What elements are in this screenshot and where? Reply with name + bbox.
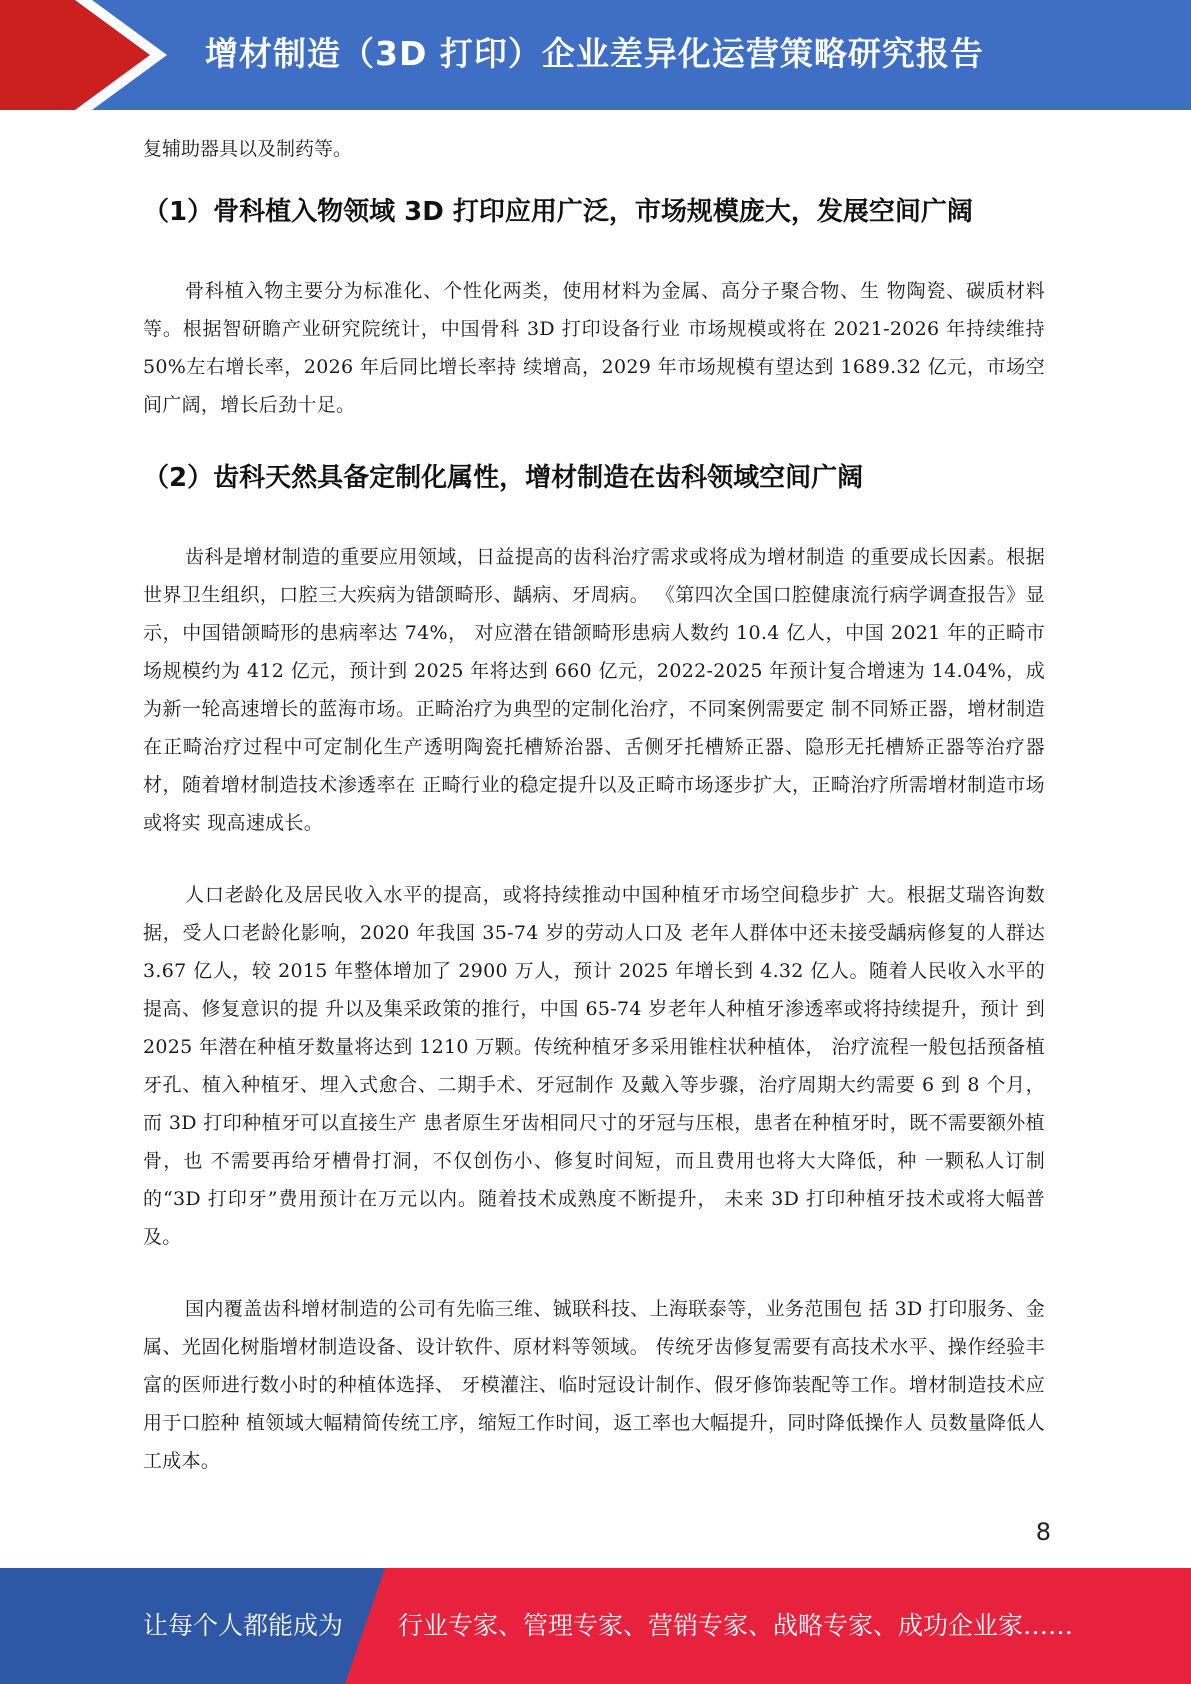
paragraph-dental-implants: 人口老龄化及居民收入水平的提高，或将持续推动中国种植牙市场空间稳步扩 大。根据艾瑞咨询数据，受人口老龄化影响，2020 年我国 35-74 岁的劳动人口及 老年人群体中还未接受龋病修复的人群达 3.67 亿人，较 2015 年整体增加了 2900 万人，预计 2025 年增长到 4.32 亿人。随着人民收入水平的提高、修复意识的提 升以及集采政策的推行，中国 65-74 岁老年人种植牙渗透率或将持续提升，预计 到 2025 年潜在种植牙数量将达到 1210 万颗。传统种植牙多采用锥柱状种植体， 治疗流程一般包括预备植牙孔、植入种植牙、埋入式愈合、二期手术、牙冠制作 及戴入等步骤，治疗周期大约需要 6 到 8 个月，而 3D 打印种植牙可以直接生产 患者原生牙齿相同尺寸的牙冠与压根，患者在种植牙时，既不需要额外植骨，也 不需要再给牙槽骨打洞，不仅创伤小、修复时间短，而且费用也将大大降低，种 一颗私人订制的“3D 打印牙”费用预计在万元以内。随着技术成熟度不断提升， 未来 3D 打印种植牙技术或将大幅普及。 [143, 884, 1045, 1248]
footer-slogan-left: 让每个人都能成为 [143, 1611, 344, 1640]
page-footer [0, 1568, 1191, 1684]
main-content [143, 130, 1045, 1514]
section-heading-dental: （2）齿科天然具备定制化属性，增材制造在齿科领域空间广阔 [143, 463, 864, 493]
paragraph-orthopedics: 骨科植入物主要分为标准化、个性化两类，使用材料为金属、高分子聚合物、生 物陶瓷、碳质材料等。根据智研瞻产业研究院统计，中国骨科 3D 打印设备行业 市场规模或将在 2021-2026 年持续维持 50%左右增长率，2026 年后同比增长率持 续增高，2029 年市场规模有望达到 1689.32 亿元，市场空间广阔，增长后劲十足。 [143, 280, 1045, 416]
page-number: 8 [1035, 1518, 1051, 1546]
paragraph-dental-orthodontics: 齿科是增材制造的重要应用领域，日益提高的齿科治疗需求或将成为增材制造 的重要成长因素。根据世界卫生组织，口腔三大疾病为错颌畸形、龋病、牙周病。 《第四次全国口腔健康流行病学调查报告》显示，中国错颌畸形的患病率达 74%， 对应潜在错颌畸形患病人数约 10.4 亿人，中国 2021 年的正畸市场规模约为 412 亿元，预计到 2025 年将达到 660 亿元，2022-2025 年预计复合增速为 14.04%，成 为新一轮高速增长的蓝海市场。正畸治疗为典型的定制化治疗，不同案例需要定 制不同矫正器，增材制造在正畸治疗过程中可定制化生产透明陶瓷托槽矫治器、舌侧牙托槽矫正器、隐形无托槽矫正器等治疗器材，随着增材制造技术渗透率在 正畸行业的稳定提升以及正畸市场逐步扩大，正畸治疗所需增材制造市场或将实 现高速成长。 [143, 546, 1045, 834]
section-heading-orthopedics: （1）骨科植入物领域 3D 打印应用广泛，市场规模庞大，发展空间广阔 [143, 197, 973, 227]
report-title: 增材制造（3D 打印）企业差异化运营策略研究报告 [205, 34, 984, 73]
page-header [0, 0, 1191, 110]
lead-text: 复辅助器具以及制药等。 [143, 138, 353, 160]
footer-slogan-right: 行业专家、管理专家、营销专家、战略专家、成功企业家…… [398, 1611, 1074, 1640]
paragraph-dental-companies: 国内覆盖齿科增材制造的公司有先临三维、铖联科技、上海联泰等，业务范围包 括 3D 打印服务、金属、光固化树脂增材制造设备、设计软件、原材料等领域。 传统牙齿修复需要有高技术水平、操作经验丰富的医师进行数小时的种植体选择、 牙模灌注、临时冠设计制作、假牙修饰装配等工作。增材制造技术应用于口腔种 植领域大幅精简传统工序，缩短工作时间，返工率也大幅提升，同时降低操作人 员数量降低人工成本。 [143, 1298, 1045, 1472]
